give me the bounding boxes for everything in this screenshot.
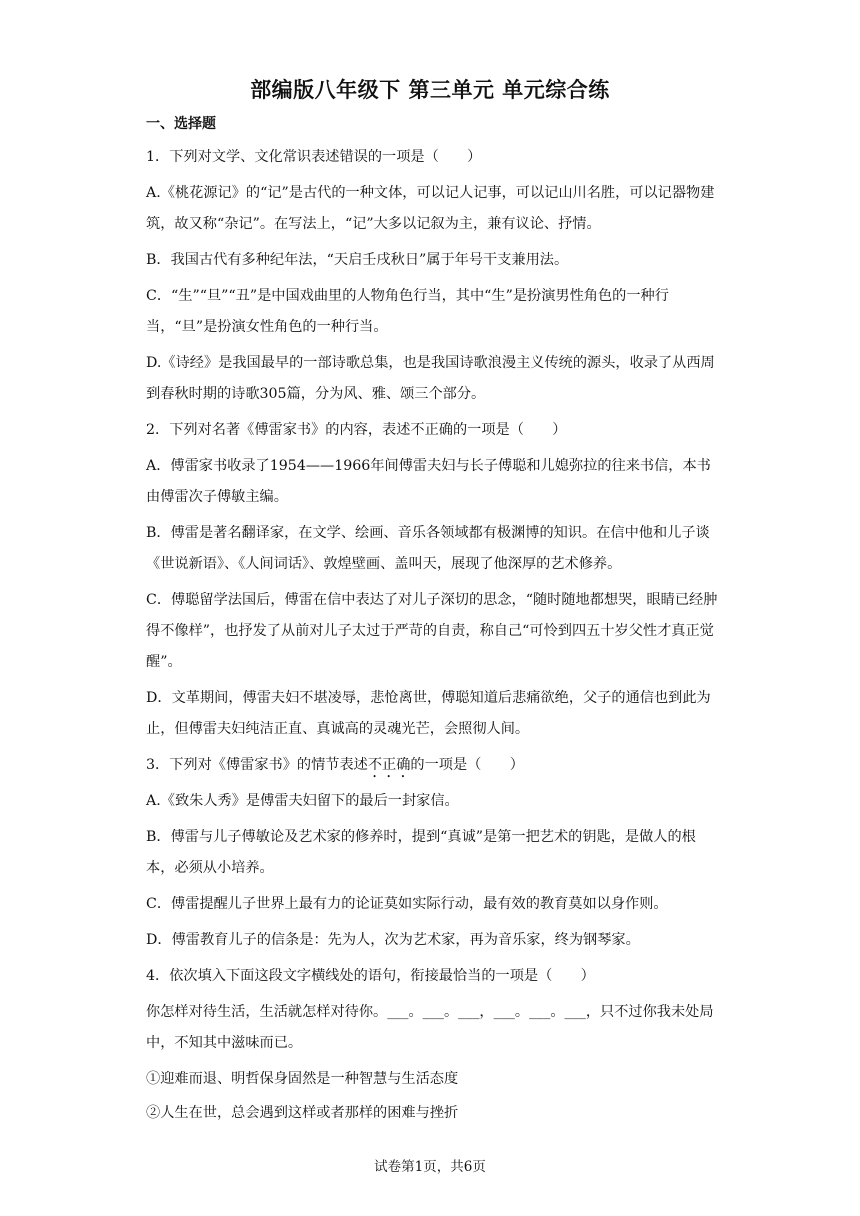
question-3-stem-post: 的一项是（ ） [410, 757, 524, 773]
question-3-option-d: D．傅雷教育儿子的信条是：先为人，次为艺术家，再为音乐家，终为钢琴家。 [146, 932, 640, 948]
question-3-option-c: C．傅雷提醒儿子世界上最有力的论证莫如实际行动，最有效的教育莫如以身作则。 [146, 896, 668, 912]
question-2-option-c: C．傅聪留学法国后，傅雷在信中表达了对儿子深切的思念，“随时随地都想哭，眼睛已经肿得不像样”，也抒发了从前对儿子太过于严苛的自责，称自己“可怜到四五十岁父性才真正觉醒”。 [146, 592, 718, 670]
section-heading: 一、选择题 [146, 116, 216, 132]
question-2-option-b: B．傅雷是著名翻译家，在文学、绘画、音乐各领域都有极渊博的知识。在信中他和儿子谈《世说新语》、《人间词话》、敦煌壁画、盖叫天，展现了他深厚的艺术修养。 [146, 525, 710, 572]
question-2-option-a: A．傅雷家书收录了1954——1966年间傅雷夫妇与长子傅聪和儿媳弥拉的往来书信，本书由傅雷次子傅敏主编。 [146, 458, 711, 505]
page-title: 部编版八年级下 第三单元 单元综合练 [250, 78, 610, 102]
question-1-option-c: C．“生”“旦”“丑”是中国戏曲里的人物角色行当，其中“生”是扮演男性角色的一种行当，“旦”是扮演女性角色的一种行当。 [146, 288, 669, 335]
question-3-stem-emphasis: 不正确 [367, 757, 411, 773]
question-3-stem-pre: 3．下列对《傅雷家书》的情节表述 [146, 757, 368, 773]
page-footer: 试卷第1页，共6页 [374, 1159, 486, 1175]
question-1-option-d: D.《诗经》是我国最早的一部诗歌总集，也是我国诗歌浪漫主义传统的源头，收录了从西周到春秋时期的诗歌305篇，分为风、雅、颂三个部分。 [146, 355, 715, 402]
question-3-option-b: B．傅雷与儿子傅敏论及艺术家的修养时，提到“真诚”是第一把艺术的钥匙，是做人的根本，必须从小培养。 [146, 829, 696, 876]
question-4-item-2: ②人生在世，总会遇到这样或者那样的困难与挫折 [146, 1105, 459, 1121]
question-4-passage: 你怎样对待生活，生活就怎样对待你。___。___。___，___。___。___，只不过你我未处局中，不知其中滋味而已。 [146, 1004, 714, 1051]
question-1-option-a: A.《桃花源记》的“记”是古代的一种文体，可以记人记事，可以记山川名胜，可以记器物建筑，故又称“杂记”。在写法上，“记”大多以记叙为主，兼有议论、抒情。 [146, 185, 715, 232]
question-2-stem: 2．下列对名著《傅雷家书》的内容，表述不正确的一项是（ ） [146, 422, 567, 438]
question-4-stem: 4．依次填入下面这段文字横线处的语句，衔接最恰当的一项是（ ） [146, 968, 595, 984]
question-3-stem [146, 750, 720, 781]
question-3-option-a: A.《致朱人秀》是傅雷夫妇留下的最后一封家信。 [146, 793, 459, 809]
question-2-option-d: D．文革期间，傅雷夫妇不堪凌辱，悲怆离世，傅聪知道后悲痛欲绝，父子的通信也到此为止，但傅雷夫妇纯洁正直、真诚高的灵魂光芒，会照彻人间。 [146, 690, 711, 737]
question-list [146, 142, 720, 1132]
question-4-item-1: ①迎难而退、明哲保身固然是一种智慧与生活态度 [146, 1071, 459, 1087]
question-1-stem: 1．下列对文学、文化常识表述错误的一项是（ ） [146, 149, 482, 165]
question-1-option-b: B．我国古代有多种纪年法，“天启壬戌秋日”属于年号干支兼用法。 [146, 252, 569, 268]
